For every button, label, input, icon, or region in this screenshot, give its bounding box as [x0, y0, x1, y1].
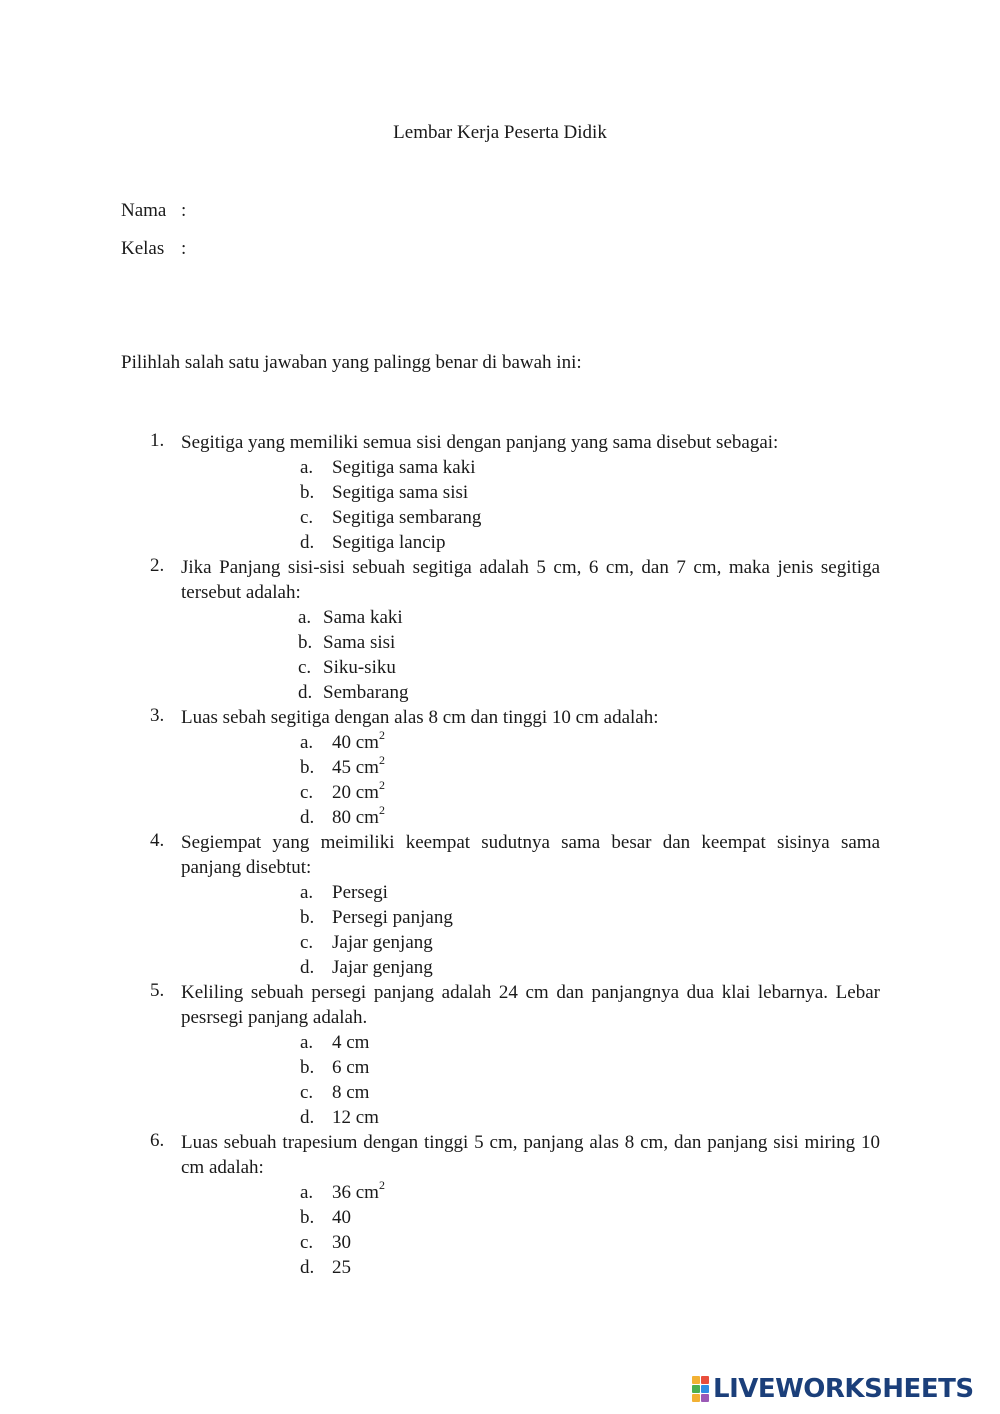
option-letter: d.	[300, 957, 315, 978]
option-value: 36 cm	[332, 1182, 379, 1203]
option-c[interactable]	[150, 1080, 880, 1105]
logo-square	[701, 1385, 709, 1393]
logo-square	[692, 1394, 700, 1402]
option-text: 4 cm	[332, 1032, 370, 1053]
option-text	[332, 805, 385, 830]
question-list	[150, 430, 880, 1280]
option-text: 6 cm	[332, 1057, 370, 1078]
option-text	[332, 780, 385, 805]
question-6	[150, 1130, 880, 1280]
option-text: 30	[332, 1232, 351, 1253]
option-letter: a.	[300, 457, 314, 478]
option-b[interactable]	[150, 905, 880, 930]
question-number: 1.	[150, 430, 165, 451]
question-4	[150, 830, 880, 980]
option-text: 25	[332, 1257, 351, 1278]
question-2	[150, 555, 880, 705]
question-text: Luas sebah segitiga dengan alas 8 cm dan tinggi 10 cm adalah:	[181, 707, 659, 728]
logo-square	[701, 1394, 709, 1402]
option-c[interactable]	[150, 505, 880, 530]
question-text: Keliling sebuah persegi panjang adalah 24 cm dan panjangnya dua klai lebarnya. Lebar pesrsegi panjang adalah.	[181, 982, 880, 1028]
option-text: Segitiga sama sisi	[332, 482, 469, 503]
superscript: 2	[378, 803, 385, 817]
option-letter: c.	[300, 507, 314, 528]
question-text: Jika Panjang sisi-sisi sebuah segitiga adalah 5 cm, 6 cm, dan 7 cm, maka jenis segitiga tersebut adalah:	[181, 557, 880, 603]
question-5	[150, 980, 880, 1130]
question-number: 5.	[150, 980, 165, 1001]
option-text: 8 cm	[332, 1082, 370, 1103]
option-text: Siku-siku	[323, 657, 396, 678]
question-1	[150, 430, 880, 555]
option-b[interactable]	[150, 480, 880, 505]
option-a[interactable]	[150, 605, 880, 630]
superscript: 2	[378, 778, 385, 792]
option-letter: c.	[300, 1082, 314, 1103]
option-text: Persegi panjang	[332, 907, 453, 928]
option-text: Segitiga sama kaki	[332, 457, 476, 478]
name-label: Nama	[121, 200, 167, 221]
instruction-text: Pilihlah salah satu jawaban yang palingg benar di bawah ini:	[121, 352, 582, 373]
option-letter: a.	[300, 732, 314, 753]
option-letter: a.	[300, 1032, 314, 1053]
question-text: Luas sebuah trapesium dengan tinggi 5 cm, panjang alas 8 cm, dan panjang sisi miring 10 cm adalah:	[181, 1132, 880, 1178]
option-letter: a.	[298, 607, 312, 628]
class-colon: :	[181, 238, 187, 259]
option-text: 40	[332, 1207, 351, 1228]
question-number: 3.	[150, 705, 165, 726]
logo-square	[701, 1376, 709, 1384]
option-letter: b.	[300, 1057, 315, 1078]
option-text	[332, 730, 385, 755]
option-a[interactable]	[150, 730, 880, 755]
option-d[interactable]	[150, 1105, 880, 1130]
option-a[interactable]	[150, 1030, 880, 1055]
logo-square	[692, 1385, 700, 1393]
page-title: Lembar Kerja Peserta Didik	[393, 122, 607, 143]
option-text: Persegi	[332, 882, 388, 903]
option-a[interactable]	[150, 1180, 880, 1205]
option-a[interactable]	[150, 455, 880, 480]
option-text: Sama sisi	[323, 632, 396, 653]
question-number: 2.	[150, 555, 165, 576]
option-b[interactable]	[150, 755, 880, 780]
superscript: 2	[378, 1178, 385, 1192]
option-letter: c.	[300, 1232, 314, 1253]
option-text: Sembarang	[323, 682, 409, 703]
option-letter: c.	[298, 657, 312, 678]
option-letter: c.	[300, 782, 314, 803]
logo-mark-icon	[692, 1376, 709, 1402]
option-a[interactable]	[150, 880, 880, 905]
option-d[interactable]	[150, 955, 880, 980]
option-letter: b.	[300, 482, 315, 503]
question-3	[150, 705, 880, 830]
option-letter: b.	[300, 907, 315, 928]
option-letter: d.	[300, 807, 315, 828]
superscript: 2	[378, 728, 385, 742]
liveworksheets-logo	[692, 1374, 974, 1404]
option-text	[332, 755, 385, 780]
option-c[interactable]	[150, 655, 880, 680]
logo-square	[692, 1376, 700, 1384]
option-c[interactable]	[150, 930, 880, 955]
option-letter: d.	[300, 532, 315, 553]
option-value: 40 cm	[332, 732, 379, 753]
option-text: Segitiga lancip	[332, 532, 446, 553]
option-letter: a.	[300, 882, 314, 903]
option-letter: a.	[300, 1182, 314, 1203]
option-letter: b.	[300, 757, 315, 778]
option-c[interactable]	[150, 780, 880, 805]
option-letter: d.	[298, 682, 313, 703]
option-d[interactable]	[150, 805, 880, 830]
option-letter: d.	[300, 1107, 315, 1128]
question-text: Segiempat yang meimiliki keempat sudutnya sama besar dan keempat sisinya sama panjang disebtut:	[181, 832, 880, 878]
option-b[interactable]	[150, 1205, 880, 1230]
option-b[interactable]	[150, 630, 880, 655]
option-d[interactable]	[150, 530, 880, 555]
option-value: 20 cm	[332, 782, 379, 803]
superscript: 2	[378, 753, 385, 767]
class-field	[121, 238, 186, 260]
option-c[interactable]	[150, 1230, 880, 1255]
name-colon: :	[181, 200, 187, 221]
option-text: Jajar genjang	[332, 957, 433, 978]
option-text: Segitiga sembarang	[332, 507, 482, 528]
option-value: 80 cm	[332, 807, 379, 828]
option-text: Jajar genjang	[332, 932, 433, 953]
option-letter: b.	[298, 632, 313, 653]
option-text: Sama kaki	[323, 607, 403, 628]
option-value: 45 cm	[332, 757, 379, 778]
option-text	[332, 1180, 385, 1205]
option-letter: b.	[300, 1207, 315, 1228]
option-d[interactable]	[150, 680, 880, 705]
option-text: 12 cm	[332, 1107, 379, 1128]
option-letter: d.	[300, 1257, 315, 1278]
option-b[interactable]	[150, 1055, 880, 1080]
class-label: Kelas	[121, 238, 165, 259]
name-field	[121, 200, 186, 222]
option-letter: c.	[300, 932, 314, 953]
question-number: 4.	[150, 830, 165, 851]
brand-name: LIVEWORKSHEETS	[713, 1374, 974, 1404]
option-d[interactable]	[150, 1255, 880, 1280]
question-number: 6.	[150, 1130, 165, 1151]
question-text: Segitiga yang memiliki semua sisi dengan panjang yang sama disebut sebagai:	[181, 432, 779, 453]
